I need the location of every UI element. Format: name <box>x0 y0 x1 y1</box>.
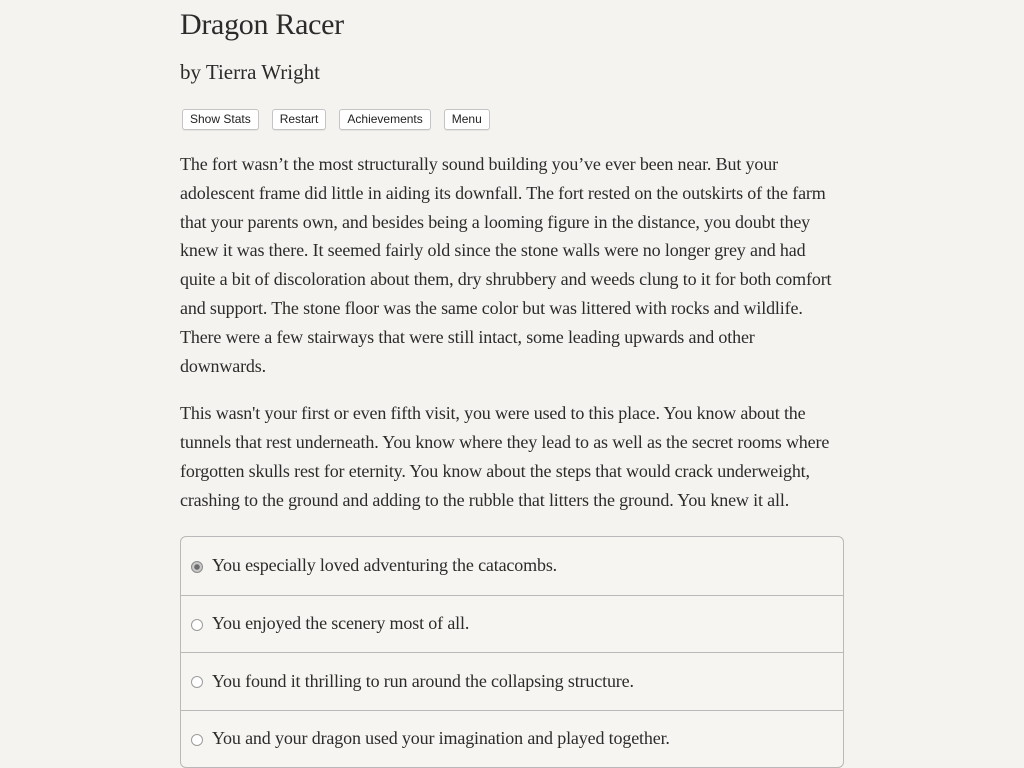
choice-list <box>180 536 844 768</box>
story-text <box>180 150 844 534</box>
choice-label: You and your dragon used your imagination and played together. <box>212 728 670 749</box>
restart-button[interactable]: Restart <box>272 109 327 130</box>
choice-option-catacombs[interactable] <box>181 537 843 595</box>
radio-selected-icon[interactable] <box>191 561 203 573</box>
choice-label: You found it thrilling to run around the collapsing structure. <box>212 670 634 691</box>
game-title: Dragon Racer <box>180 8 344 41</box>
choice-option-scenery[interactable] <box>181 595 843 653</box>
achievements-button[interactable]: Achievements <box>339 109 430 130</box>
show-stats-button[interactable]: Show Stats <box>182 109 259 130</box>
radio-icon[interactable] <box>191 676 203 688</box>
story-paragraph-2: This wasn't your first or even fifth visit, you were used to this place. You know about the tunnels that rest underneath. You know where they lead to as well as the secret rooms where forgotten skulls rest for eternity. You know about the steps that would crack underweight, crashing to the ground and adding to the rubble that litters the ground. You knew it all. <box>180 403 830 510</box>
author-line: by Tierra Wright <box>180 60 320 84</box>
menu-button[interactable]: Menu <box>444 109 490 130</box>
story-paragraph-1: The fort wasn’t the most structurally sound building you’ve ever been near. But your adolescent frame did little in aiding its downfall. The fort rested on the outskirts of the farm that your parents own, and besides being a looming figure in the distance, you doubt they knew it was there. It seemed fairly old since the stone walls were no longer grey and had quite a bit of discoloration about them, dry shrubbery and weeds clung to it for both comfort and support. The stone floor was the same color but was littered with rocks and wildlife. There were a few stairways that were still intact, some leading upwards and other downwards. <box>180 154 832 376</box>
choice-label: You enjoyed the scenery most of all. <box>212 613 470 634</box>
choice-option-imagination[interactable] <box>181 710 843 768</box>
radio-icon[interactable] <box>191 619 203 631</box>
radio-icon[interactable] <box>191 734 203 746</box>
choice-option-collapsing-structure[interactable] <box>181 652 843 710</box>
choice-label: You especially loved adventuring the catacombs. <box>212 555 558 576</box>
toolbar <box>182 109 490 130</box>
